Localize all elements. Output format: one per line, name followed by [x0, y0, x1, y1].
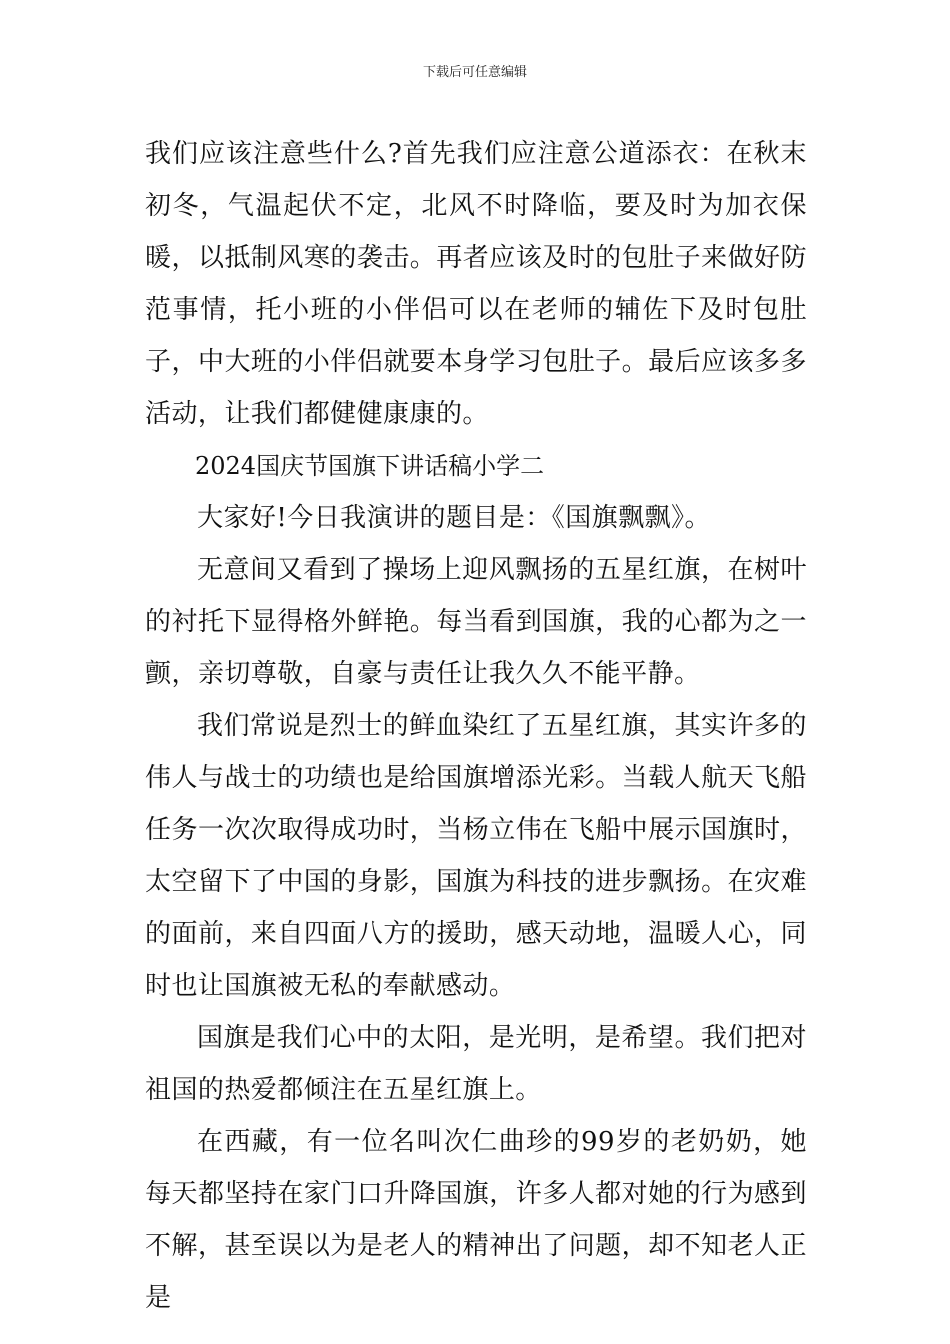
paragraph-flag-view: 无意间又看到了操场上迎风飘扬的五星红旗，在树叶的衬托下显得格外鲜艳。每当看到国旗，我的心都为之一颤，亲切尊敬，自豪与责任让我久久不能平静。 [145, 555, 807, 689]
paragraph-continuation: 我们应该注意些什么?首先我们应注意公道添衣：在秋末初冬，气温起伏不定，北风不时降临，要及时为加衣保暖，以抵制风寒的袭击。再者应该及时的包肚子来做好防范事情，托小班的小伴侣可以在老师的辅佐下及时包肚子，中大班的小伴侣就要本身学习包肚子。最后应该多多活动，让我们都健健康康的。 [145, 139, 807, 429]
document-body [145, 128, 807, 1324]
section-heading: 2024国庆节国旗下讲话稿小学二 [195, 452, 545, 480]
paragraph-tibet: 在西藏，有一位名叫次仁曲珍的99岁的老奶奶，她每天都坚持在家门口升降国旗，许多人都对她的行为感到不解，甚至误以为是老人的精神出了问题，却不知老人正是 [145, 1127, 807, 1313]
paragraph-greeting: 大家好!今日我演讲的题目是：《国旗飘飘》。 [197, 503, 711, 533]
paragraph-martyrs: 我们常说是烈士的鲜血染红了五星红旗，其实许多的伟人与战士的功绩也是给国旗增添光彩。当载人航天飞船任务一次次取得成功时，当杨立伟在飞船中展示国旗时，太空留下了中国的身影，国旗为科技的进步飘扬。在灾难的面前，来自四面八方的援助，感天动地，温暖人心，同时也让国旗被无私的奉献感动。 [145, 711, 807, 1001]
page-header-note: 下载后可任意编辑 [422, 65, 527, 80]
paragraph-sun: 国旗是我们心中的太阳，是光明，是希望。我们把对祖国的热爱都倾注在五星红旗上。 [145, 1023, 807, 1105]
